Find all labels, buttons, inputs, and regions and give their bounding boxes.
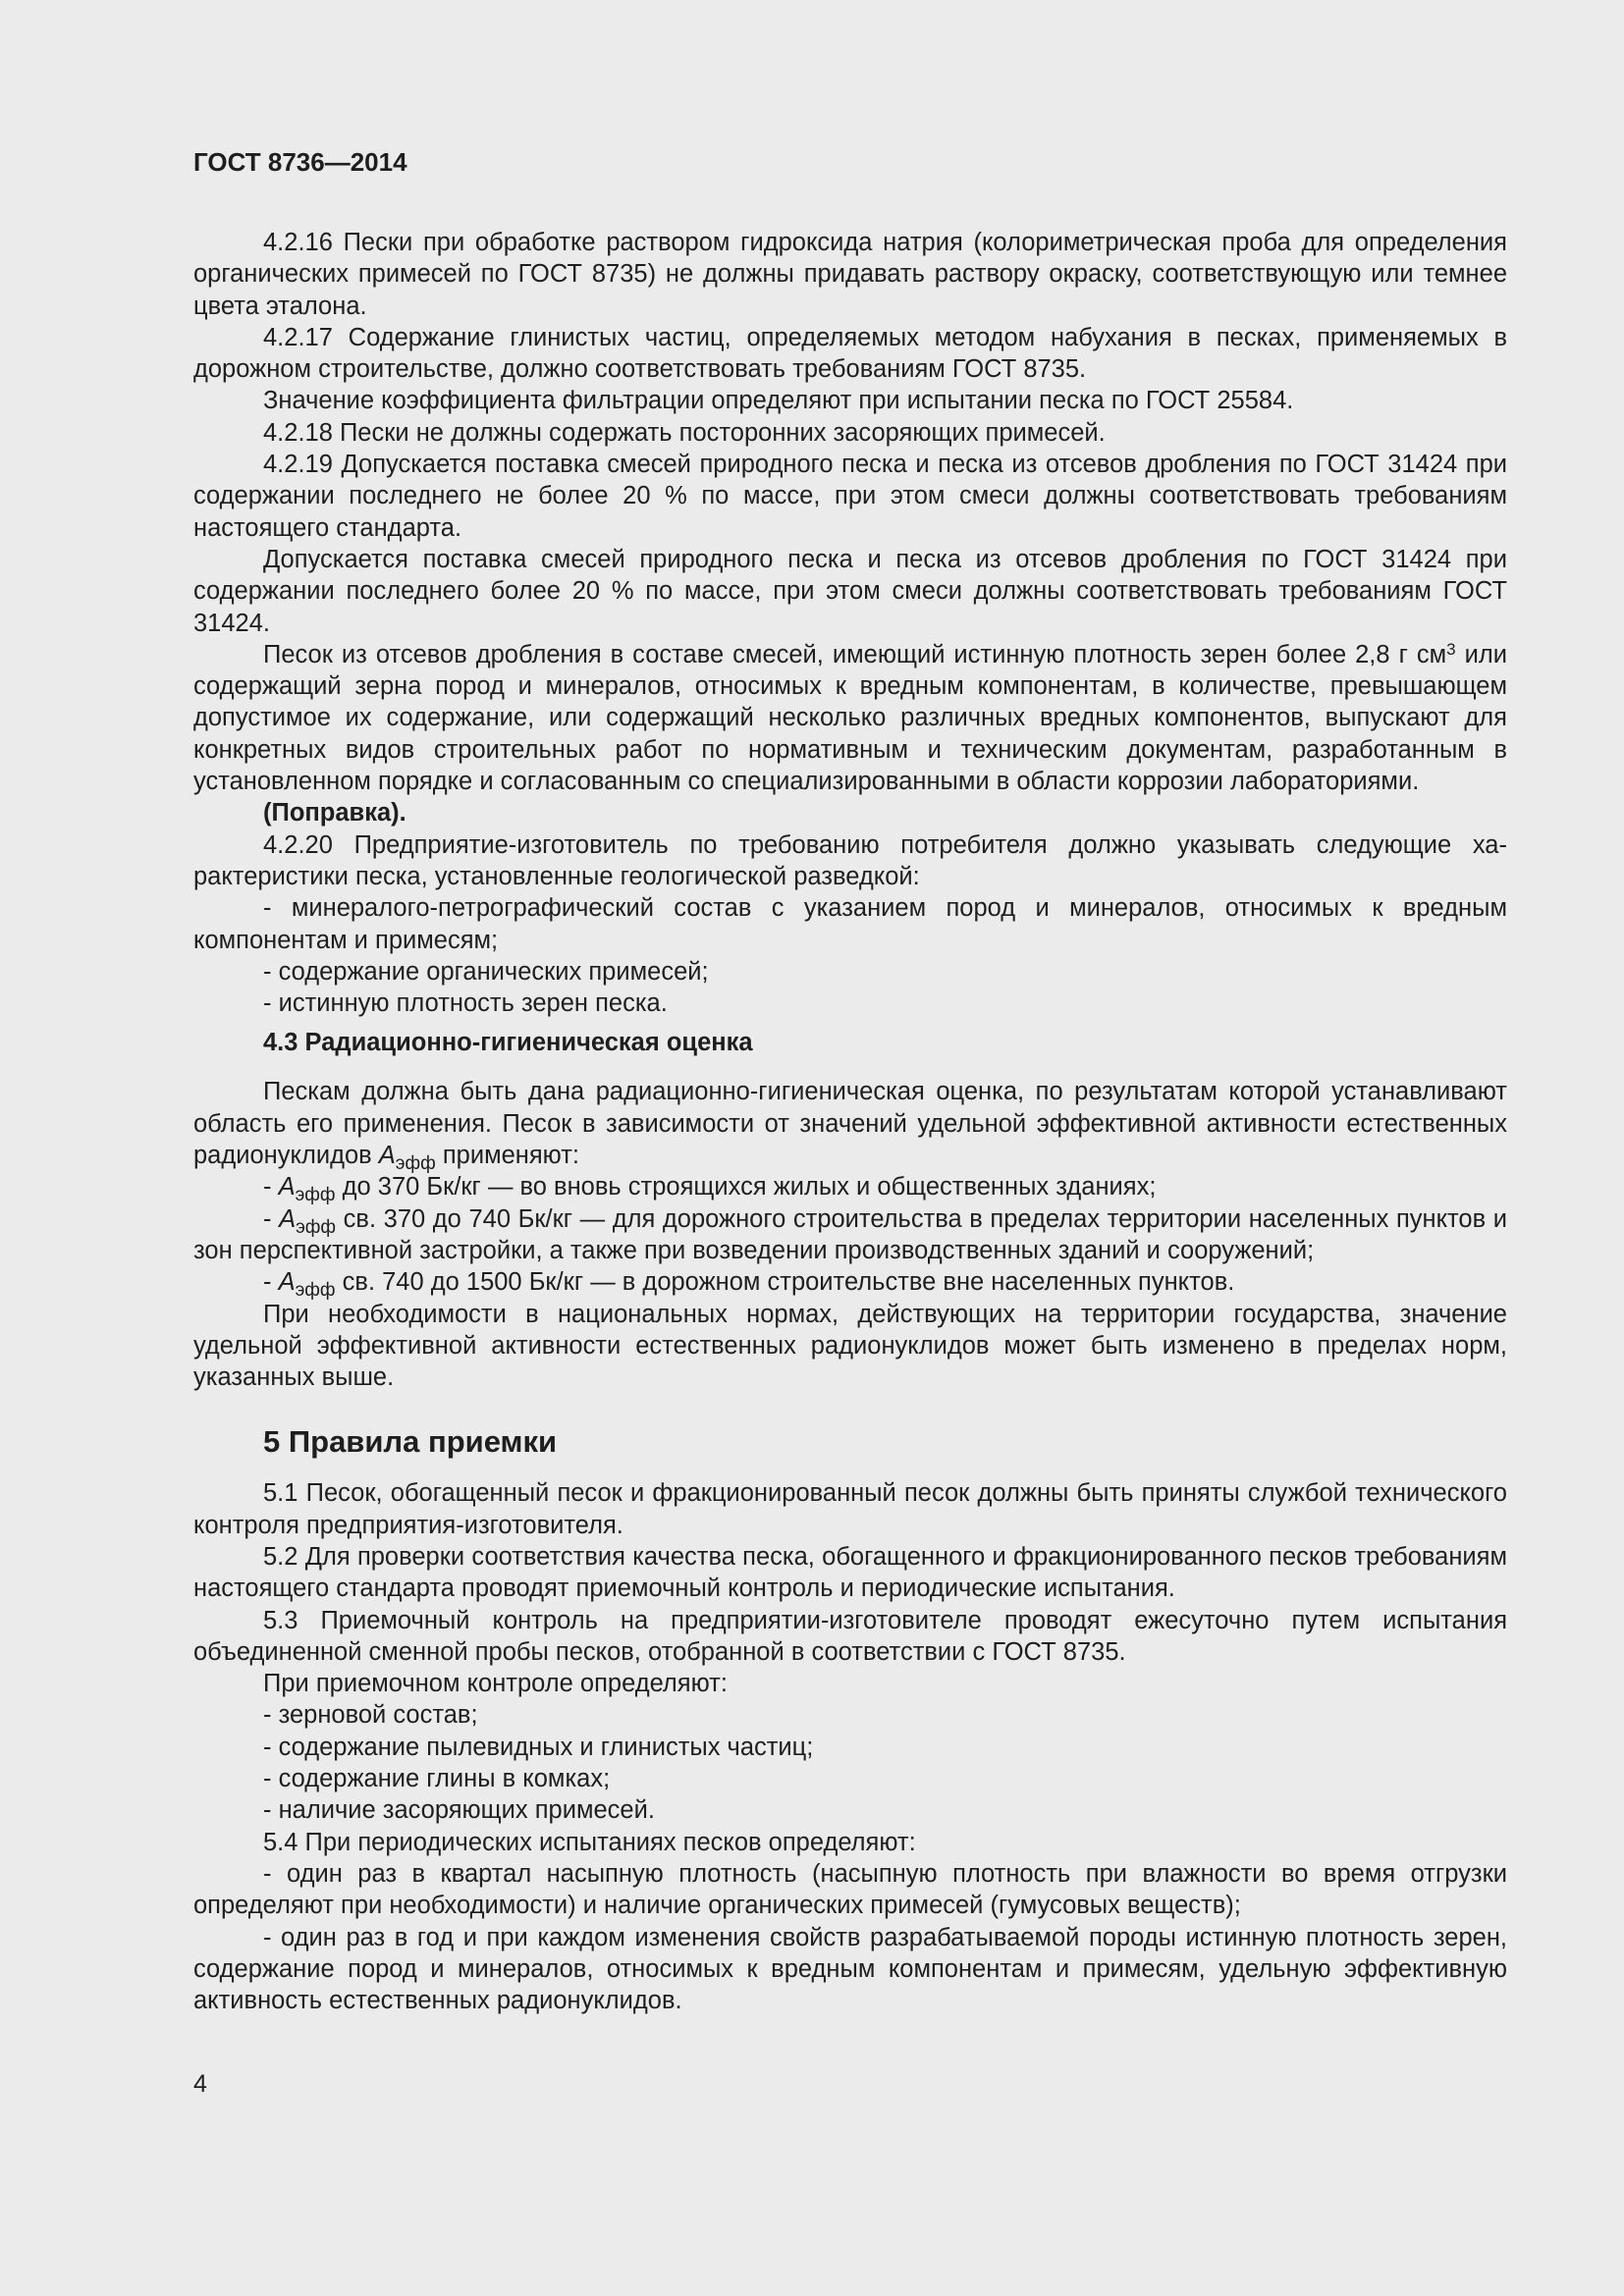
- item-prefix: -: [263, 1204, 280, 1233]
- activity-symbol: A: [278, 1173, 296, 1201]
- activity-symbol: A: [278, 1268, 296, 1297]
- text-after: применяют:: [435, 1142, 580, 1170]
- paragraph-mix-over-20: Допускается поставка смесей природного песка и песка из отсевов дробления по ГОСТ 31424 при содержании последнего более 20 % по массе, при этом смеси должны соответствовать требованиям ГОСТ 31424.: [193, 545, 1507, 637]
- activity-list-item: [193, 1266, 1507, 1302]
- paragraph-4-2-19: 4.2.19 Допускается поставка смесей природного песка и песка из отсевов дробления по ГОСТ 31424 при содержании последнего не более 20 % по массе, при этом смеси должны соответствовать требованиям настоящего стандарта.: [193, 451, 1507, 542]
- density-superscript: 3: [1446, 639, 1456, 659]
- paragraph-density: [193, 639, 1507, 797]
- paragraph-4-2-20: 4.2.20 Предприятие-изготовитель по требованию потребителя должно указывать следующие характеристики песка, установленные геологической разведкой:: [193, 830, 1507, 890]
- heading-4-3: 4.3 Радиационно-гигиеническая оценка: [263, 1029, 753, 1057]
- page-number: 4: [193, 2070, 207, 2098]
- paragraph-5-4: 5.4 При периодических испытаниях песков определяют:: [263, 1828, 916, 1856]
- density-text-before: Песок из отсевов дробления в составе смесей, имеющий истинную плотность зерен более 2,8 г см: [263, 640, 1447, 668]
- activity-symbol: A: [279, 1204, 297, 1233]
- document-body: [193, 227, 1507, 2016]
- activity-symbol: A: [378, 1142, 396, 1170]
- list-item: - зерновой состав;: [263, 1701, 478, 1730]
- text-before: Пескам должна быть дана радиационно-гигиеническая оценка, по результатам которой устанавливают область его применения. Песок в зависимости от значений удельной эффективной активности естественных радионуклидов: [193, 1078, 1507, 1170]
- list-item: - один раз в год и при каждом изменения свойств разрабатываемой породы истинную плотность зерен, содержание пород и минералов, относимых к вредным компонентам и примесям, удельную эффективную активность естественных радионуклидов.: [193, 1923, 1507, 2015]
- list-item: - содержание глины в комках;: [263, 1765, 611, 1793]
- activity-list-item: [193, 1171, 1507, 1206]
- document-page: [193, 142, 1507, 2016]
- item-text: св. 370 до 740 Бк/кг — для дорожного строительства в пределах территории населенных пунктов и зон перспективной застройки, а также при возведении производственных зданий и сооружений;: [193, 1204, 1507, 1264]
- paragraph-4-3: [193, 1076, 1507, 1175]
- document-header: ГОСТ 8736—2014: [193, 147, 407, 177]
- activity-subscript: эфф: [295, 1280, 336, 1302]
- paragraph-filtration: Значение коэффициента фильтрации определяют при испытании песка по ГОСТ 25584.: [263, 387, 1294, 415]
- paragraph-5-2: 5.2 Для проверки соответствия качества песка, обогащенного и фракционированного песков требованиям настоящего стандарта проводят приемочный контроль и периодические испытания.: [193, 1542, 1507, 1603]
- item-text: до 370 Бк/кг — во вновь строящихся жилых и общественных зданиях;: [335, 1173, 1157, 1201]
- heading-section-5: 5 Правила приемки: [263, 1424, 558, 1460]
- list-item: - содержание пылевидных и глинистых частиц;: [263, 1733, 814, 1761]
- activity-list-item: [193, 1203, 1507, 1267]
- item-prefix: -: [263, 1173, 279, 1201]
- item-text: св. 740 до 1500 Бк/кг — в дорожном строительстве вне населенных пунктов.: [335, 1268, 1235, 1297]
- list-item: - истинную плотность зерен песка.: [263, 989, 668, 1018]
- list-item: - содержание органических примесей;: [263, 957, 709, 986]
- amendment-note: (Поправка).: [263, 799, 406, 828]
- paragraph-4-2-17: 4.2.17 Содержание глинистых частиц, определяемых методом набухания в песках, применяемых в дорожном строительстве, должно соответствовать требованиям ГОСТ 8735.: [193, 323, 1507, 384]
- paragraph-5-3: 5.3 Приемочный контроль на предприятии-изготовителе проводят ежесуточно путем испытания объединенной сменной пробы песков, отобранной в соответствии с ГОСТ 8735.: [193, 1606, 1507, 1666]
- list-item: - один раз в квартал насыпную плотность (насыпную плотность при влажности во время отгрузки определяют при необходимости) и наличие органических примесей (гумусовых веществ);: [193, 1859, 1507, 1920]
- activity-subscript: эфф: [296, 1216, 337, 1238]
- list-item: - минералого-петрографический состав с указанием пород и минералов, относимых к вредным компонентам и примесям;: [193, 894, 1507, 954]
- paragraph-acceptance: При приемочном контроле определяют:: [263, 1670, 728, 1698]
- paragraph-national: При необходимости в национальных нормах, действующих на территории государства, значение удельной эффективной активности естественных радионуклидов может быть изменено в пределах норм, указанных выше.: [193, 1300, 1507, 1392]
- paragraph-4-2-18: 4.2.18 Пески не должны содержать посторонних засоряющих примесей.: [263, 418, 1106, 447]
- density-text-after: или содержащий зерна пород и минералов, относимых к вредным компонентам, в количестве, превышающем допустимое их содержание, или содержащий несколько различных вредных компонентов, выпускают для конкретных видов строительных работ по нормативным и техническим документам, разработанным в установленном порядке и согласованным со специализированными в области коррозии лабораториями.: [193, 640, 1507, 796]
- activity-subscript: эфф: [295, 1185, 336, 1206]
- paragraph-4-2-16: 4.2.16 Пески при обработке раствором гидроксида натрия (колориметрическая проба для определения органических примесей по ГОСТ 8735) не должны придавать раствору окраску, соответствующую или темнее цвета эталона.: [193, 229, 1507, 320]
- paragraph-5-1: 5.1 Песок, обогащенный песок и фракционированный песок должны быть приняты службой технического контроля предприятия-изготовителя.: [193, 1479, 1507, 1539]
- activity-subscript: эфф: [395, 1153, 436, 1175]
- item-prefix: -: [263, 1268, 279, 1297]
- list-item: - наличие засоряющих примесей.: [263, 1796, 655, 1825]
